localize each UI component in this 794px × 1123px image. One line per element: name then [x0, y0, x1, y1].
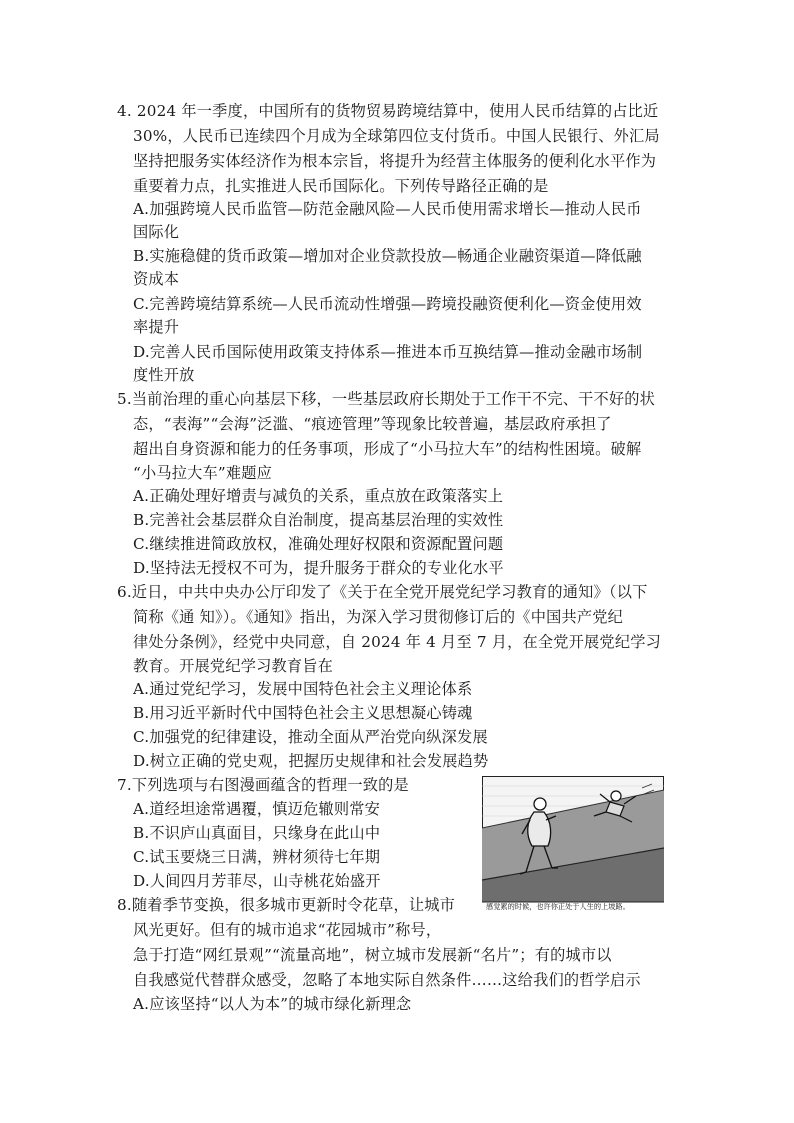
q4-stem-line-4: 重要着力点，扎实推进人民币国际化。下列传导路径正确的是: [133, 177, 549, 195]
q8-stem-line-2: 风光更好。但有的城市追求“花园城市”称号，: [133, 921, 442, 939]
q7-option-a: A.道经坦途常遇覆，慎迈危辙则常安: [133, 800, 381, 818]
q5-stem-line-2: 态，“表海”“会海”泛滥、“痕迹管理”等现象比较普遍，基层政府承担了: [133, 415, 612, 433]
q4-option-a: A.加强跨境人民币监管—防范金融风险—人民币使用需求增长—推动人民币: [133, 200, 642, 218]
q5-stem-line-3: 超出自身资源和能力的任务事项，形成了“小马拉大车”的结构性困境。破解: [133, 440, 642, 458]
q4-stem-line-1: 4. 2024 年一季度，中国所有的货物贸易跨境结算中，使用人民币结算的占比近: [117, 102, 659, 120]
cartoon-image: [482, 776, 664, 920]
q4-option-d: D.完善人民币国际使用政策支持体系—推进本币互换结算—推动金融市场制: [133, 343, 643, 361]
q4-stem-line-2: 30%，人民币已连续四个月成为全球第四位支付货币。中国人民银行、外汇局: [133, 127, 660, 145]
q8-stem-line-3: 急于打造“网红景观”“流量高地”，树立城市发展新“名片”；有的城市以: [133, 946, 612, 964]
q7-option-b: B.不识庐山真面目，只缘身在此山中: [133, 824, 381, 842]
q6-option-a: A.通过党纪学习，发展中国特色社会主义理论体系: [133, 680, 473, 698]
q4-option-c-cont: 率提升: [133, 318, 180, 336]
q5-stem-line-1: 5.当前治理的重心向基层下移，一些基层政府长期处于工作干不完、干不好的状: [117, 390, 656, 408]
q7-option-d: D.人间四月芳菲尽，山寺桃花始盛开: [133, 872, 381, 890]
q4-option-b-cont: 资成本: [133, 270, 180, 288]
q5-stem-line-4: “小马拉大车”难题应: [133, 464, 273, 482]
q5-option-c: C.继续推进简政放权，准确处理好权限和资源配置问题: [133, 535, 504, 553]
q4-option-b: B.实施稳健的货币政策—增加对企业贷款投放—畅通企业融资渠道—降低融: [133, 247, 642, 265]
q6-stem-line-3: 律处分条例》，经党中央同意，自 2024 年 4 月至 7 月，在全党开展党纪学习: [133, 633, 661, 651]
q7-stem: 7.下列选项与右图漫画蕴含的哲理一致的是: [117, 776, 409, 794]
q6-option-d: D.树立正确的党史观，把握历史规律和社会发展趋势: [133, 752, 489, 770]
q8-option-a: A.应该坚持“以人为本”的城市绿化新理念: [133, 995, 412, 1013]
q5-option-d: D.坚持法无授权不可为，提升服务于群众的专业化水平: [133, 559, 504, 577]
q6-option-c: C.加强党的纪律建设，推动全面从严治党向纵深发展: [133, 728, 488, 746]
q5-option-b: B.完善社会基层群众自治制度，提高基层治理的实效性: [133, 511, 504, 529]
cartoon-caption: 感觉累的时候，也许你正处于人生的上坡路。: [486, 903, 630, 911]
q8-stem-line-1: 8.随着季节变换，很多城市更新时令花草，让城市: [117, 896, 456, 914]
cartoon-caption-wrap: [486, 903, 662, 919]
q4-option-a-cont: 国际化: [133, 223, 180, 241]
q6-stem-line-1: 6.近日，中共中央办公厅印发了《关于在全党开展党纪学习教育的通知》（以下: [117, 583, 648, 601]
q8-stem-line-4: 自我感觉代替群众感受，忽略了本地实际自然条件……这给我们的哲学启示: [133, 971, 641, 989]
q6-stem-line-2: 简称《通 知》）。《通知》指出，为深入学习贯彻修订后的《中国共产党纪: [133, 608, 624, 626]
q6-stem-line-4: 教育。开展党纪学习教育旨在: [133, 657, 334, 675]
q4-stem-line-3: 坚持把服务实体经济作为根本宗旨，将提升为经营主体服务的便利化水平作为: [133, 152, 657, 170]
q4-option-d-cont: 度性开放: [133, 366, 195, 384]
q4-option-c: C.完善跨境结算系统—人民币流动性增强—跨境投融资便利化—资金使用效: [133, 295, 642, 313]
q6-option-b: B.用习近平新时代中国特色社会主义思想凝心铸魂: [133, 704, 473, 722]
q5-option-a: A.正确处理好增责与减负的关系，重点放在政策落实上: [133, 487, 504, 505]
q7-option-c: C.试玉要烧三日满，辨材须待七年期: [133, 848, 381, 866]
